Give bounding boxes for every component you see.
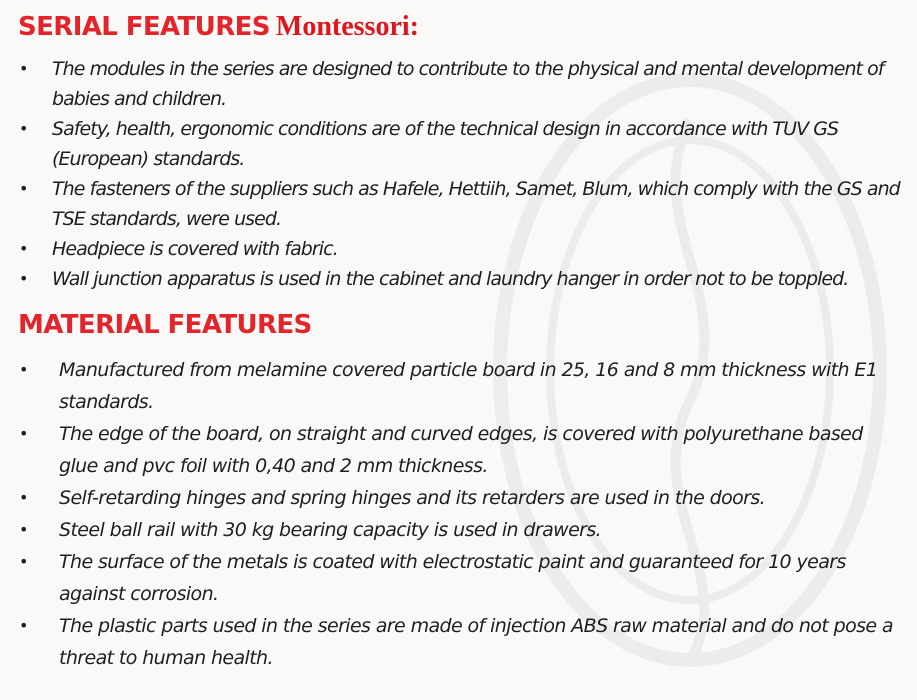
list-item: • The edge of the board, on straight and curved edges, is covered with polyurethane based glue and pvc foil with 0,40 and 2 mm thickness.: [59, 418, 899, 482]
list-item: • The plastic parts used in the series are made of injection ABS raw material and do not pose a threat to human health.: [59, 610, 899, 674]
list-item: • The surface of the metals is coated with electrostatic paint and guaranteed for 10 years against corrosion.: [59, 546, 899, 610]
list-item: • Wall junction apparatus is used in the cabinet and laundry hanger in order not to be toppled.: [52, 264, 902, 294]
brand-name: Montessori:: [275, 11, 419, 42]
serial-features-title: SERIAL FEATURES: [18, 12, 270, 42]
list-item: • Manufactured from melamine covered particle board in 25, 16 and 8 mm thickness with E1 standards.: [59, 354, 899, 418]
list-item: • The fasteners of the suppliers such as Hafele, Hettiih, Samet, Blum, which comply with the GS and TSE standards, were used.: [52, 174, 902, 234]
serial-features-heading: [18, 11, 419, 43]
list-item: • Headpiece is covered with fabric.: [52, 234, 902, 264]
list-item: • Steel ball rail with 30 kg bearing capacity is used in drawers.: [59, 514, 899, 546]
list-item: • The modules in the series are designed to contribute to the physical and mental development of babies and children.: [52, 54, 902, 114]
serial-features-list: [52, 54, 902, 294]
material-features-heading: MATERIAL FEATURES: [18, 310, 312, 340]
material-features-list: [59, 354, 899, 674]
list-item: • Safety, health, ergonomic conditions are of the technical design in accordance with TUV GS (European) standards.: [52, 114, 902, 174]
list-item: • Self-retarding hinges and spring hinges and its retarders are used in the doors.: [59, 482, 899, 514]
